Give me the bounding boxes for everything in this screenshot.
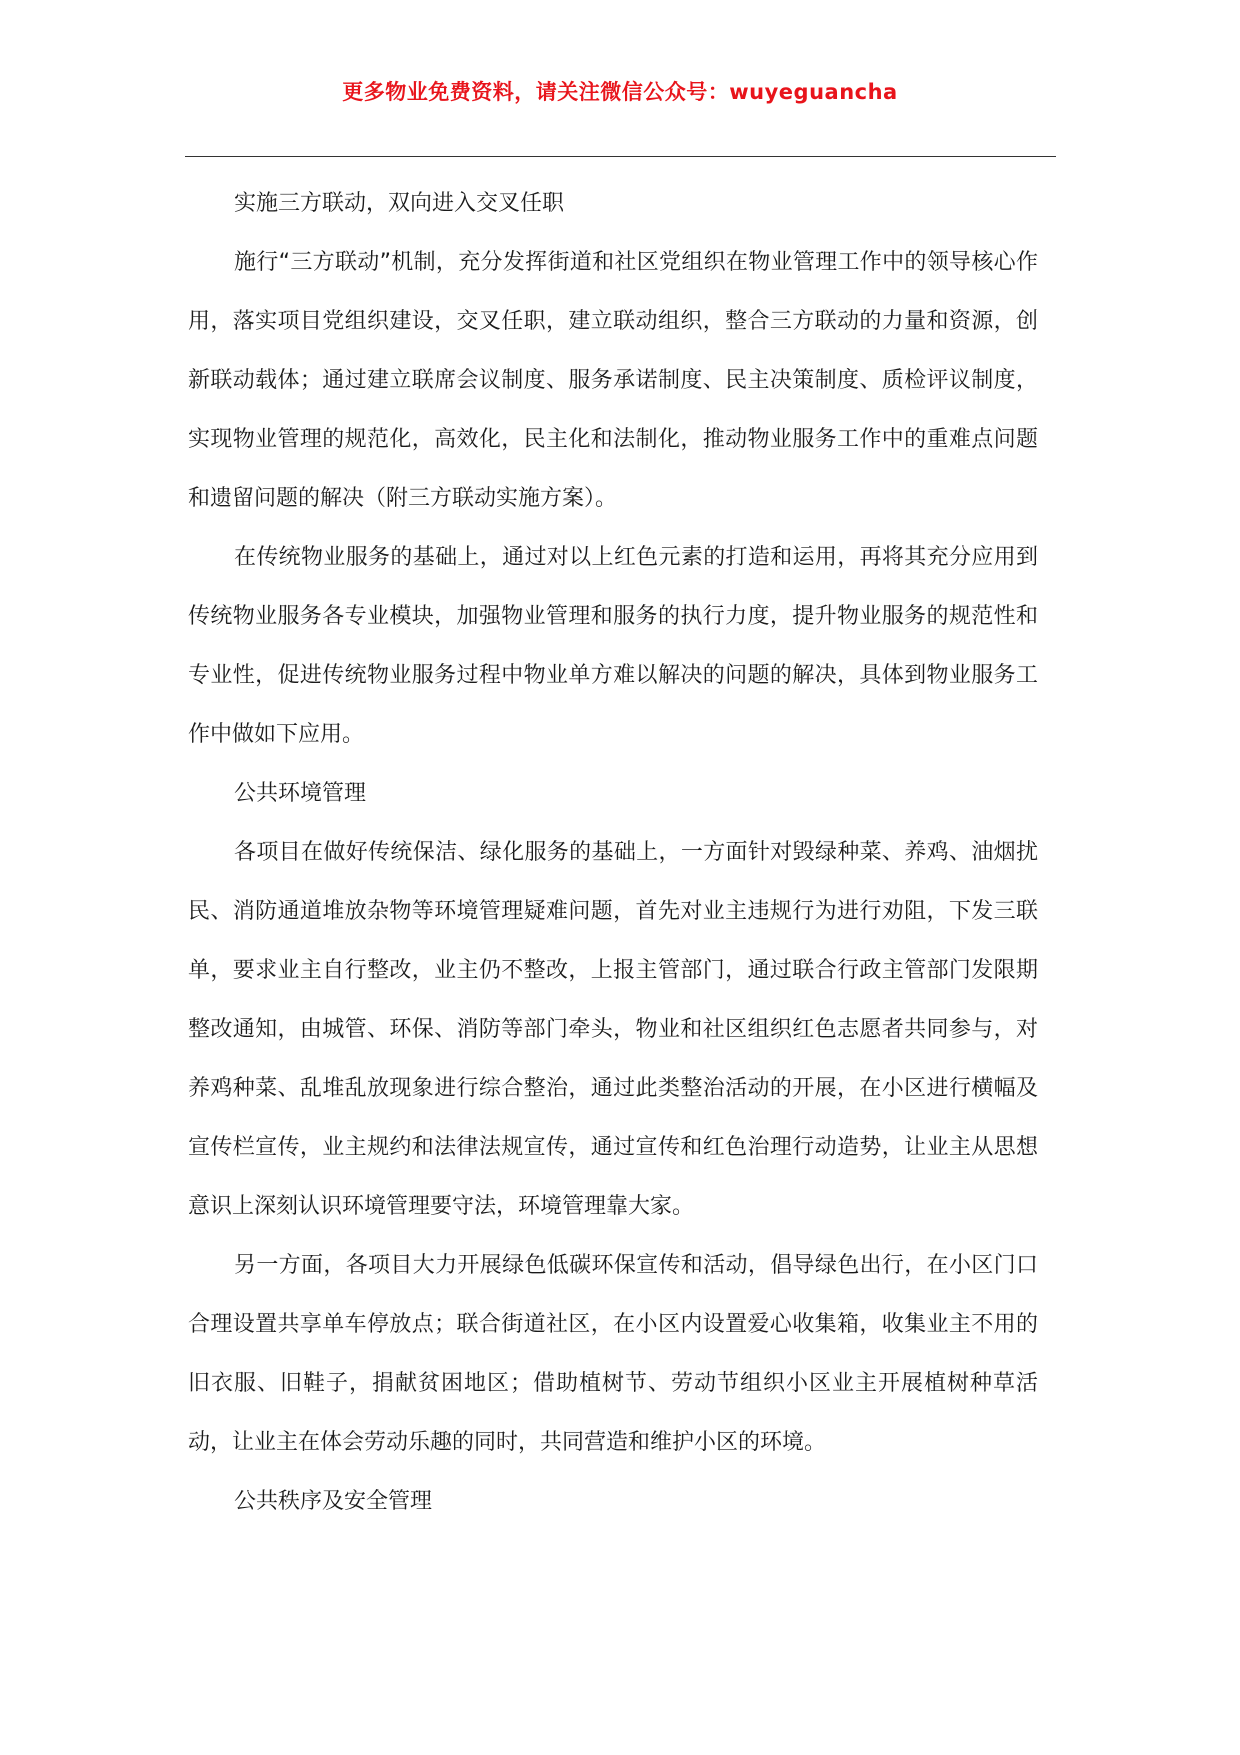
- paragraph-traditional-service: 在传统物业服务的基础上，通过对以上红色元素的打造和运用，再将其充分应用到传统物业服务各专业模块，加强物业管理和服务的执行力度，提升物业服务的规范性和专业性，促进传统物业服务过程中物业单方难以解决的问题的解决，具体到物业服务工作中做如下应用。: [188, 545, 1038, 747]
- header-banner: 更多物业免费资料，请关注微信公众号：wuyeguancha: [342, 80, 898, 104]
- section-heading-security: 公共秩序及安全管理: [234, 1489, 433, 1514]
- section-heading-linkage: 实施三方联动，双向进入交叉任职: [234, 191, 565, 216]
- document-body: [188, 174, 1038, 1531]
- header-divider: [185, 156, 1056, 157]
- paragraph-green-activities: 另一方面，各项目大力开展绿色低碳环保宣传和活动，倡导绿色出行，在小区门口合理设置共享单车停放点；联合街道社区，在小区内设置爱心收集箱，收集业主不用的旧衣服、旧鞋子，捐献贫困地区；借助植树节、劳动节组织小区业主开展植树种草活动，让业主在体会劳动乐趣的同时，共同营造和维护小区的环境。: [188, 1253, 1038, 1455]
- paragraph-environment-management: 各项目在做好传统保洁、绿化服务的基础上，一方面针对毁绿种菜、养鸡、油烟扰民、消防通道堆放杂物等环境管理疑难问题，首先对业主违规行为进行劝阻，下发三联单，要求业主自行整改，业主仍不整改，上报主管部门，通过联合行政主管部门发限期整改通知，由城管、环保、消防等部门牵头，物业和社区组织红色志愿者共同参与，对养鸡种菜、乱堆乱放现象进行综合整治，通过此类整治活动的开展，在小区进行横幅及宣传栏宣传，业主规约和法律法规宣传，通过宣传和红色治理行动造势，让业主从思想意识上深刻认识环境管理要守法，环境管理靠大家。: [188, 840, 1038, 1219]
- paragraph-linkage-mechanism: 施行“三方联动”机制，充分发挥街道和社区党组织在物业管理工作中的领导核心作用，落实项目党组织建设，交叉任职，建立联动组织，整合三方联动的力量和资源，创新联动载体；通过建立联席会议制度、服务承诺制度、民主决策制度、质检评议制度，实现物业管理的规范化，高效化，民主化和法制化，推动物业服务工作中的重难点问题和遗留问题的解决（附三方联动实施方案）。: [188, 250, 1038, 511]
- section-heading-environment: 公共环境管理: [234, 781, 367, 806]
